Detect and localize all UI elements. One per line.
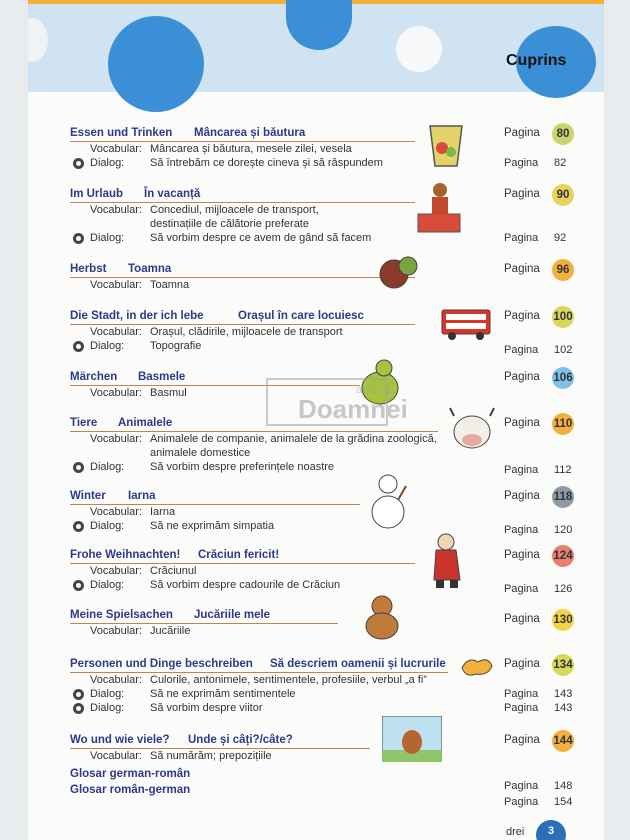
section-title-ro: Toamna (128, 263, 172, 275)
page-label: Pagina (504, 417, 540, 429)
page-title: Cuprins (506, 52, 567, 69)
page-number: 82 (554, 157, 567, 169)
section-title-ro: În vacanță (144, 188, 201, 200)
line-label: Dialog: (90, 520, 125, 532)
line-text: Să vorbim despre ce avem de gând să facem (150, 232, 372, 244)
line-label: Dialog: (90, 688, 125, 700)
section-title-ro: Mâncarea și băutura (194, 127, 306, 139)
vacation-boy-illustration (414, 180, 464, 236)
line-text: Să ne exprimăm simpatia (150, 520, 275, 532)
section-rule (70, 504, 360, 505)
section-title-ro: Să descriem oamenii și lucrurile (270, 658, 446, 670)
section-title-de: Herbst (70, 263, 107, 275)
toc-section (70, 658, 604, 716)
bus-illustration (440, 306, 492, 342)
line-text: Să vorbim despre viitor (150, 702, 263, 714)
toc-section (70, 490, 604, 534)
page-label: Pagina (504, 263, 540, 275)
audio-icon (73, 341, 84, 352)
page-label: Pagina (504, 490, 540, 502)
page-number-badge: 130 (552, 609, 574, 631)
line-label: Dialog: (90, 461, 125, 473)
cup-illustration (426, 122, 466, 168)
decor-bubble (108, 16, 204, 112)
page-number-badge: 118 (552, 486, 574, 508)
line-text: Crăciunul (150, 565, 197, 577)
page-number: 154 (554, 796, 573, 808)
glossary-title: Glosar german-român (70, 768, 191, 780)
line-text: Să ne exprimăm sentimentele (150, 688, 296, 700)
line-label: Dialog: (90, 702, 125, 714)
line-label: Vocabular: (90, 326, 142, 338)
toc-section (70, 734, 604, 764)
watermark-logo: antica Doamnei (266, 378, 388, 426)
santa-illustration (426, 530, 472, 592)
toc-section (70, 127, 604, 171)
page-number-footer: 3 (536, 820, 566, 840)
audio-icon (73, 703, 84, 714)
page-number: 112 (554, 464, 572, 476)
page-label: Pagina (504, 464, 539, 476)
section-rule (70, 324, 415, 325)
line-label: Vocabular: (90, 674, 142, 686)
page-label: Pagina (504, 780, 539, 792)
line-text: Orașul, clădirile, mijloacele de transport (150, 326, 343, 338)
decor-bubble (396, 26, 442, 72)
toc-section (70, 263, 604, 293)
page-label: Pagina (504, 688, 539, 700)
page-number: 143 (554, 688, 573, 700)
line-text: Să vorbim despre cadourile de Crăciun (150, 579, 341, 591)
line-label: Dialog: (90, 579, 125, 591)
section-rule (70, 748, 370, 749)
audio-icon (73, 580, 84, 591)
line-label: Vocabular: (90, 143, 142, 155)
line-text: Concediul, mijloacele de transport, (150, 204, 319, 216)
section-title-de: Winter (70, 490, 106, 502)
page-label: Pagina (504, 157, 539, 169)
line-text: animalele domestice (150, 447, 251, 459)
section-title-de: Im Urlaub (70, 188, 124, 200)
line-label: Vocabular: (90, 433, 142, 445)
line-text: Basmul (150, 387, 187, 399)
section-rule (70, 431, 438, 432)
section-title-de: Essen und Trinken (70, 127, 173, 139)
section-title-de: Frohe Weihnachten! (70, 549, 181, 561)
line-text: destinațiile de călătorie preferate (150, 218, 309, 230)
toc-section (70, 549, 604, 593)
snowman-illustration (368, 470, 408, 532)
audio-icon (73, 233, 84, 244)
page-number-badge: 134 (552, 654, 574, 676)
page-label: Pagina (504, 127, 540, 139)
audio-icon (73, 689, 84, 700)
line-label: Dialog: (90, 232, 125, 244)
page-number: 120 (554, 524, 573, 536)
section-title-ro: Animalele (118, 417, 173, 429)
glossary-title: Glosar român-german (70, 784, 191, 796)
page-number-badge: 144 (552, 730, 574, 752)
line-label: Dialog: (90, 157, 125, 169)
section-title-de: Tiere (70, 417, 98, 429)
page-label: Pagina (504, 310, 540, 322)
toc-section (70, 310, 604, 354)
section-rule (70, 623, 338, 624)
page-label: Pagina (504, 583, 539, 595)
line-text: Animalele de companie, animalele de la grădina zoologică, (150, 433, 437, 445)
line-label: Dialog: (90, 340, 125, 352)
page-number-badge: 124 (552, 545, 574, 567)
section-rule (70, 141, 415, 142)
page-label: Pagina (504, 734, 540, 746)
line-text: Jucăriile (150, 625, 191, 637)
line-text: Iarna (150, 506, 176, 518)
line-text: Toamna (150, 279, 190, 291)
paint-splash-illustration (458, 654, 496, 680)
cow-illustration (446, 404, 498, 454)
section-title-de: Meine Spielsachen (70, 609, 173, 621)
line-text: Să vorbim despre preferințele noastre (150, 461, 335, 473)
line-label: Vocabular: (90, 625, 142, 637)
page-label: Pagina (504, 232, 539, 244)
page-number-badge: 90 (552, 184, 574, 206)
section-title-de: Wo und wie viele? (70, 734, 170, 746)
section-title-de: Märchen (70, 371, 118, 383)
page-label: Pagina (504, 524, 539, 536)
page-number: 92 (554, 232, 567, 244)
page-word: drei (506, 826, 525, 838)
section-title-ro: Jucăriile mele (194, 609, 271, 621)
line-label: Vocabular: (90, 565, 142, 577)
section-rule (70, 563, 415, 564)
page-number-badge: 110 (552, 413, 574, 435)
glossary-pages (70, 780, 604, 812)
page-label: Pagina (504, 796, 539, 808)
page-label: Pagina (504, 344, 539, 356)
line-text: Să numărăm; prepozițiile (150, 750, 272, 762)
page-number-badge: 100 (552, 306, 574, 328)
chestnut-illustration (376, 252, 422, 292)
section-title-ro: Basmele (138, 371, 186, 383)
page-number: 148 (554, 780, 573, 792)
line-label: Vocabular: (90, 279, 142, 291)
audio-icon (73, 521, 84, 532)
page-label: Pagina (504, 658, 540, 670)
section-title-de: Personen und Dinge beschreiben (70, 658, 253, 670)
page-number-badge: 96 (552, 259, 574, 281)
section-title-ro: Orașul în care locuiesc (238, 310, 364, 322)
book-page (28, 0, 604, 840)
section-rule (70, 202, 415, 203)
line-label: Vocabular: (90, 387, 142, 399)
section-rule (70, 672, 448, 673)
line-label: Vocabular: (90, 750, 142, 762)
teddy-bear-illustration (356, 592, 408, 642)
page-number: 126 (554, 583, 573, 595)
page-label: Pagina (504, 702, 539, 714)
section-rule (70, 277, 415, 278)
audio-icon (73, 158, 84, 169)
page-number: 143 (554, 702, 573, 714)
line-label: Vocabular: (90, 204, 142, 216)
dog-picture-illustration (382, 716, 442, 762)
section-title-ro: Unde și câți?/câte? (188, 734, 293, 746)
line-text: Mâncarea și băutura, mesele zilei, vesela (150, 143, 352, 155)
line-text: Topografie (150, 340, 202, 352)
line-label: Vocabular: (90, 506, 142, 518)
page-label: Pagina (504, 371, 540, 383)
section-title-ro: Iarna (128, 490, 156, 502)
page-number-badge: 106 (552, 367, 574, 389)
section-title-de: Die Stadt, in der ich lebe (70, 310, 204, 322)
page-label: Pagina (504, 188, 540, 200)
page-number-badge: 80 (552, 123, 574, 145)
page-label: Pagina (504, 549, 540, 561)
page-number: 102 (554, 344, 573, 356)
line-text: Să întrebăm ce dorește cineva și să răspundem (150, 157, 383, 169)
section-title-ro: Crăciun fericit! (198, 549, 280, 561)
page-label: Pagina (504, 613, 540, 625)
audio-icon (73, 462, 84, 473)
line-text: Culorile, antonimele, sentimentele, profesiile, verbul „a fi” (150, 674, 427, 686)
toc-section (70, 188, 604, 246)
toc-section (70, 609, 604, 639)
